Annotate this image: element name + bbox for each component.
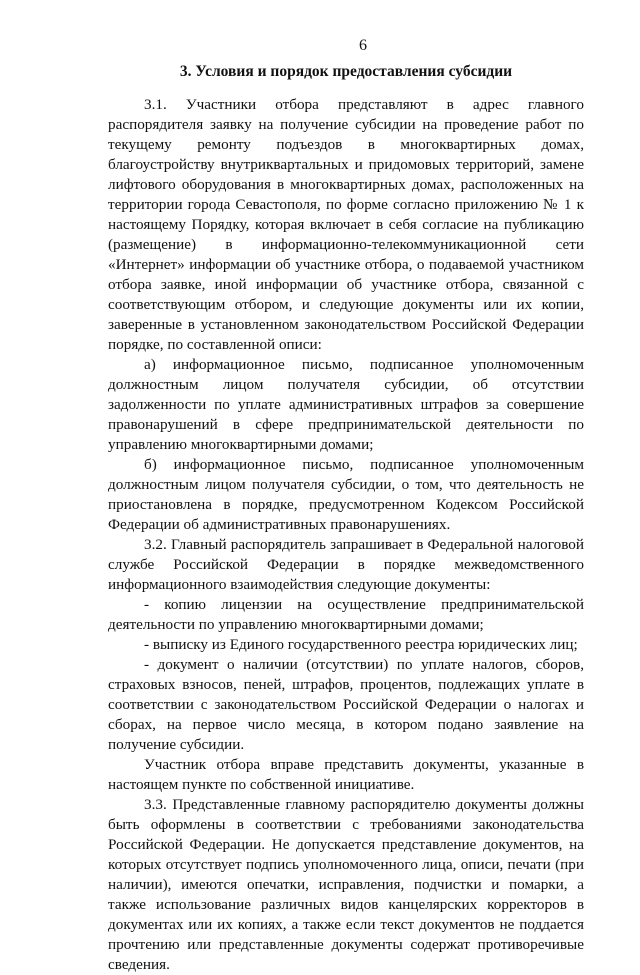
paragraph-initiative: Участник отбора вправе представить документы, указанные в настоящем пункте по собственной инициативе. [108, 756, 584, 793]
list-item-egrul: - выписку из Единого государственного реестра юридических лиц; [144, 636, 578, 653]
paragraph-3-1: 3.1. Участники отбора представляют в адрес главного распорядителя заявку на получение субсидии на проведение работ по текущему ремонту подъездов в многоквартирных домах, благоустройству внутриквартальных и придомовых территорий, замене лифтового оборудования в многоквартирных домах, расположенных на территории города Севастополя, по форме согласно приложению № 1 к настоящему Порядку, которая включает в себя согласие на публикацию (размещение) в информационно-телекоммуникационной сети «Интернет» информации об участнике отбора, о подаваемой участником отбора заявке, иной информации об участнике отбора, связанной с соответствующим отбором, и следующие документы или их копии, заверенные в установленном законодательством Российской Федерации порядке, по составленной описи: [108, 96, 584, 353]
section-title: 3. Условия и порядок предоставления субсидии [179, 63, 513, 80]
list-item-license: - копию лицензии на осуществление предпринимательской деятельности по управлению многоквартирными домами; [108, 596, 584, 633]
paragraph-3-2: 3.2. Главный распорядитель запрашивает в Федеральной налоговой службе Российской Федерации в порядке межведомственного информационного взаимодействия следующие документы: [108, 536, 584, 593]
list-item-a: а) информационное письмо, подписанное уполномоченным должностным лицом получателя субсидии, об отсутствии задолженности по уплате административных штрафов за совершение правонарушений в сфере предпринимательской деятельности по управлению многоквартирными домами; [108, 356, 584, 453]
page-number: 6 [359, 37, 367, 54]
list-item-b: б) информационное письмо, подписанное уполномоченным должностным лицом получателя субсидии, о том, что деятельность не приостановлена в порядке, предусмотренном Кодексом Российской Федерации об административных правонарушениях. [108, 456, 584, 533]
paragraph-3-3: 3.3. Представленные главному распорядителю документы должны быть оформлены в соответствии с требованиями законодательства Российской Федерации. Не допускается представление документов, на которых отсутствует подпись уполномоченного лица, описи, печати (при наличии), имеются опечатки, исправления, подчистки и помарки, а также использование различных видов канцелярских корректоров в документах или их копиях, а также если текст документов не поддается прочтению или представленные документы содержат противоречивые сведения. [108, 796, 584, 973]
list-item-tax-document: - документ о наличии (отсутствии) по уплате налогов, сборов, страховых взносов, пеней, штрафов, процентов, подлежащих уплате в соответствии с законодательством Российской Федерации о налогах и сборах, на первое число месяца, в котором подано заявление на получение субсидии. [108, 656, 584, 753]
document-body [108, 95, 584, 975]
